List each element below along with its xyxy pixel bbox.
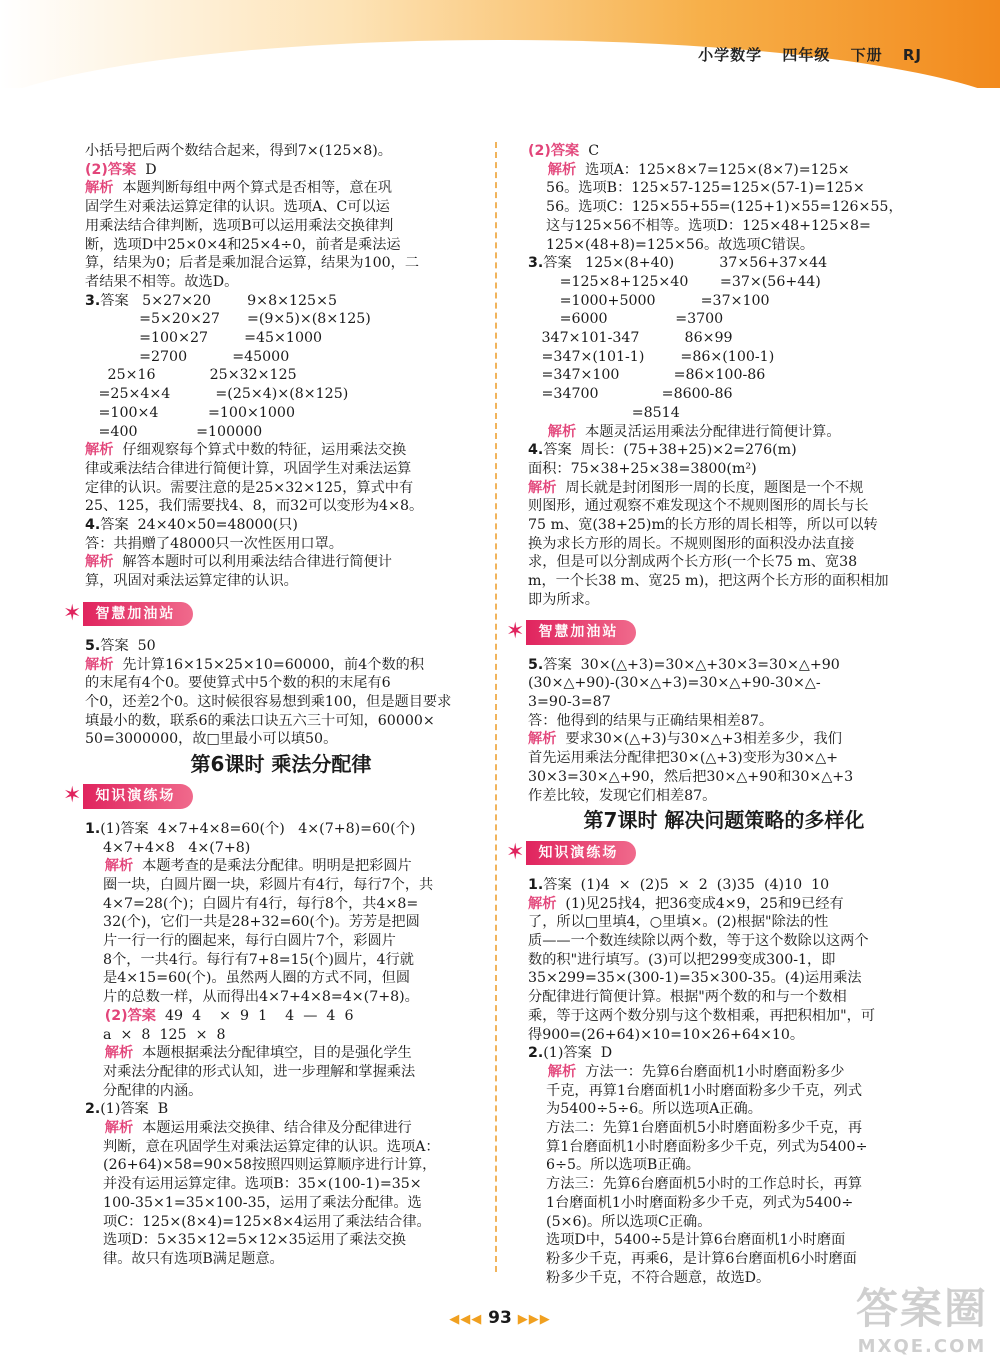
text-line — [85, 572, 477, 591]
text-line — [528, 516, 920, 535]
text-line — [528, 423, 920, 442]
star-icon: ✶ — [63, 600, 82, 626]
text-line — [85, 273, 477, 292]
line-text: 25、125，我们需要找4、8，而32可以变形为4×8。 — [85, 498, 424, 515]
line-text: 25×16 25×32×125 — [85, 367, 297, 384]
line-text: 个0，还差2个0。这时候很容易想到乘100，但是题目要求 — [85, 693, 452, 710]
line-text: 50=3000000，故□里最小可以填50。 — [85, 731, 338, 748]
text-line — [528, 179, 920, 198]
line-text: 本题根据乘法分配律填空，目的是强化学生 — [133, 1045, 412, 1062]
line-text: 片一行一行的圈起来，每行白圆片7个，彩圆片 — [85, 933, 396, 950]
text-line — [85, 730, 477, 749]
text-line — [528, 572, 920, 591]
line-text: 方法一：先算6台磨面机1小时磨面粉多少 — [576, 1063, 845, 1080]
line-text: 仔细观察每个算式中数的特征，运用乘法交换 — [113, 442, 407, 459]
line-text: 项C：125×(8×4)=125×8×4运用了乘法结合律。 — [85, 1213, 431, 1230]
watermark — [856, 1276, 988, 1357]
line-text: (1)见25找4，把36变成4×9，25和9已经有 — [556, 895, 844, 912]
line-text: 乘，等于这两个数分别与这个数相乘，再把积相加"，可 — [528, 1007, 876, 1024]
text-line — [528, 749, 920, 768]
text-line — [528, 479, 920, 498]
line-text: (5×6)。所以选项C正确。 — [528, 1213, 712, 1230]
text-line — [528, 385, 920, 404]
text-line — [85, 535, 477, 554]
header-grade: 四年级 — [782, 46, 831, 64]
text-line — [85, 460, 477, 479]
line-text: 得900=(26+64)×10=10×26+64×10。 — [528, 1026, 805, 1043]
text-line — [528, 497, 920, 516]
text-line — [85, 1063, 477, 1082]
next-arrows-icon: ▶▶▶ — [517, 1312, 551, 1327]
line-text: 算，结果为0；后者是乘加混合运算，结果为100，二 — [85, 255, 420, 272]
line-text: 解答本题时可以利用乘法结合律进行简便计 — [113, 554, 392, 571]
text-line — [528, 591, 920, 610]
text-line — [85, 951, 477, 970]
explanation-label: 解析 — [528, 1063, 577, 1080]
text-line — [85, 1100, 477, 1119]
text-line — [85, 385, 477, 404]
text-line — [528, 1063, 920, 1082]
text-line — [85, 637, 477, 656]
text-line — [528, 292, 920, 311]
line-text: 125×(48+8)=125×56。故选项C错误。 — [528, 236, 815, 253]
line-text: 要求30×(△+3)与30×△+3相差多少，我们 — [556, 731, 842, 748]
line-text: 答：他得到的结果与正确结果相差87。 — [528, 712, 774, 729]
text-line — [528, 236, 920, 255]
explanation-label: 解析 — [85, 442, 114, 459]
text-line — [85, 1138, 477, 1157]
line-text: 则图形，通过观察不难发现这个不规则图形的周长与长 — [528, 498, 869, 515]
text-line — [85, 254, 477, 273]
text-line — [528, 348, 920, 367]
line-text: 6÷5。所以选项B正确。 — [528, 1157, 700, 1174]
text-line — [528, 329, 920, 348]
text-line — [85, 674, 477, 693]
text-line — [528, 161, 920, 180]
line-text: 作差比较，发现它们相差87。 — [528, 787, 717, 804]
text-line — [528, 1231, 920, 1250]
line-text: 选项D：5×35×12=5×12×35运用了乘法交换 — [85, 1232, 406, 1249]
explanation-label: 解析 — [85, 180, 114, 197]
text-line — [528, 1138, 920, 1157]
line-text: D — [136, 161, 157, 178]
line-text: 对乘法分配律的形式认知，进一步理解和掌握乘法 — [85, 1063, 416, 1080]
line-text: 断，选项D中25×0×4和25×4÷0，前者是乘法运 — [85, 236, 401, 253]
text-line — [85, 1156, 477, 1175]
question-number: 2. — [85, 1101, 101, 1118]
text-line — [85, 292, 477, 311]
line-text: (1)答案 4×7+4×8=60(个) 4×(7+8)=60(个) — [100, 820, 416, 837]
line-text: 分配律的内涵。 — [85, 1082, 203, 1099]
line-text: 本题灵活运用乘法分配律进行简便计算。 — [576, 423, 841, 440]
text-line — [528, 988, 920, 1007]
line-text: 100-35×1=35×100-35，运用了乘法分配律。选 — [85, 1194, 422, 1211]
line-text: =34700 =8600-86 — [528, 386, 733, 403]
text-line — [85, 1231, 477, 1250]
text-line — [528, 1250, 920, 1269]
line-text: 算，巩固对乘法运算定律的认识。 — [85, 573, 298, 590]
text-line — [85, 1044, 477, 1063]
answer-label: (2)答案 — [528, 143, 580, 159]
line-text: 3=90-3=87 — [528, 693, 611, 710]
explanation-label: 解析 — [528, 731, 557, 748]
prev-arrows-icon: ◀◀◀ — [449, 1312, 483, 1327]
book-header — [684, 44, 922, 65]
answer-label: (2)答案 — [85, 1007, 156, 1024]
line-text: 答案 周长：(75+38+25)×2=276(m) — [543, 442, 797, 459]
line-text: 先计算16×15×25×10=60000，前4个数的积 — [113, 656, 425, 673]
text-line — [85, 516, 477, 535]
line-text: 片的总数一样，从而得出4×7+4×8=4×(7+8)。 — [85, 989, 419, 1006]
line-text: 选项A：125×8×7=125×(8×7)=125× — [576, 161, 850, 178]
text-line — [85, 142, 477, 161]
line-text: 56。选项B：125×57-125=125×(57-1)=125× — [528, 180, 865, 197]
text-line — [528, 674, 920, 693]
text-line — [528, 1175, 920, 1194]
text-line — [85, 236, 477, 255]
text-line — [528, 254, 920, 273]
line-text: 定律的认识。需要注意的是25×32×125，算式中有 — [85, 479, 414, 496]
line-text: =347×100 =86×100-86 — [528, 367, 766, 384]
text-line — [85, 198, 477, 217]
question-number: 4. — [528, 442, 544, 459]
text-line — [85, 479, 477, 498]
explanation-label: 解析 — [528, 423, 577, 440]
line-text: 换为求长方形的周长。不规则图形的面积没办法直接 — [528, 535, 855, 552]
text-line — [528, 876, 920, 895]
line-text: 判断，意在巩固学生对乘法运算定律的认识。选项A： — [85, 1138, 440, 1155]
line-text: (1)答案 B — [100, 1101, 169, 1118]
text-line — [85, 876, 477, 895]
question-number: 4. — [85, 517, 101, 534]
line-text: 者结果不相等。故选D。 — [85, 273, 239, 290]
text-line — [85, 348, 477, 367]
text-line — [528, 969, 920, 988]
line-text: 30×3=30×△+90，然后把30×△+90和30×△+3 — [528, 768, 854, 785]
question-number: 2. — [528, 1045, 544, 1062]
text-line — [528, 913, 920, 932]
question-number: 5. — [85, 637, 101, 654]
explanation-label: 解析 — [85, 656, 114, 673]
text-line — [528, 460, 920, 479]
text-line — [528, 932, 920, 951]
text-line — [528, 1194, 920, 1213]
text-line — [85, 441, 477, 460]
text-line — [85, 497, 477, 516]
line-text: 347×101-347 86×99 — [528, 330, 733, 347]
text-line — [85, 839, 477, 858]
text-line — [528, 787, 920, 806]
line-text: 这与125×56不相等。选项D：125×48+125×8= — [528, 217, 871, 234]
line-text: 答案 50 — [100, 637, 156, 654]
text-line — [528, 1082, 920, 1101]
text-line — [85, 712, 477, 731]
text-line — [85, 969, 477, 988]
line-text: 千克，再算1台磨面机1小时磨面粉多少千克，列式 — [528, 1082, 863, 1099]
text-line — [85, 423, 477, 442]
question-number: 1. — [85, 820, 101, 837]
text-line — [528, 951, 920, 970]
column-divider — [495, 142, 497, 1272]
text-line — [85, 656, 477, 675]
line-text: =125×8+125×40 =37×(56+44) — [528, 273, 821, 290]
banner-label: 智慧加油站 — [526, 620, 636, 645]
line-text: 即为所求。 — [528, 591, 599, 608]
line-text: 律。故只有选项B满足题意。 — [85, 1250, 284, 1267]
text-line — [85, 1250, 477, 1269]
header-subject: 小学数学 — [698, 46, 763, 64]
line-text: m，一个长38 m、宽25 m)，把这两个长方形的面积相加 — [528, 573, 889, 590]
section-banner — [63, 599, 477, 629]
text-line — [528, 553, 920, 572]
line-text: 35×299=35×(300-1)=35×300-35。(4)运用乘法 — [528, 970, 862, 987]
line-text: 为5400÷5÷6。所以选项A正确。 — [528, 1101, 762, 1118]
line-text: 4×7=28(个)；白圆片有4行，每行8个，共4×8= — [85, 895, 419, 912]
text-line — [528, 895, 920, 914]
explanation-label: 解析 — [528, 161, 577, 178]
text-line — [85, 1175, 477, 1194]
explanation-label: 解析 — [528, 479, 557, 496]
banner-label: 知识演练场 — [83, 784, 193, 809]
line-text: 1台磨面机1小时磨面粉多少千克，列式为5400÷ — [528, 1194, 854, 1211]
line-text: 小括号把后两个数结合起来，得到7×(125×8)。 — [85, 143, 392, 159]
line-text: 粉多少千克，再乘6，是计算6台磨面机6小时磨面 — [528, 1250, 857, 1267]
explanation-label: 解析 — [85, 858, 134, 875]
line-text: 分配律进行简便计算。根据"两个数的和与一个数相 — [528, 989, 847, 1006]
text-line — [85, 693, 477, 712]
text-line — [528, 1044, 920, 1063]
explanation-label: 解析 — [85, 554, 114, 571]
explanation-label: 解析 — [85, 1045, 134, 1062]
text-line — [85, 1119, 477, 1138]
text-line — [528, 1213, 920, 1232]
line-text: a × 8 125 × 8 — [85, 1026, 226, 1043]
line-text: 答：共捐赠了48000只一次性医用口罩。 — [85, 535, 343, 552]
line-text: 了，所以□里填4，○里填×。(2)根据"除法的性 — [528, 914, 829, 931]
section-banner — [506, 838, 920, 868]
line-text: =400 =100000 — [85, 423, 263, 440]
answer-label: (2)答案 — [85, 161, 137, 178]
text-line — [85, 404, 477, 423]
line-text: 质——一个数连续除以两个数，等于这个数除以这两个 — [528, 933, 869, 950]
watermark-title: 答案圈 — [855, 1284, 988, 1333]
line-text: =6000 =3700 — [528, 311, 724, 328]
line-text: =2700 =45000 — [85, 348, 290, 365]
line-text: 方法二：先算1台磨面机5小时磨面粉多少千克，再 — [528, 1120, 863, 1137]
text-line — [528, 142, 920, 161]
line-text: 数的积"进行填写。(3)可以把299变成300-1，即 — [528, 951, 836, 968]
question-number: 1. — [528, 876, 544, 893]
line-text: =100×27 =45×1000 — [85, 330, 323, 347]
text-line — [528, 217, 920, 236]
question-number: 3. — [528, 255, 544, 272]
text-line — [85, 1213, 477, 1232]
text-line — [528, 273, 920, 292]
question-number: 5. — [528, 656, 544, 673]
line-text: 答案 30×(△+3)=30×△+30×3=30×△+90 — [543, 656, 840, 673]
text-line — [85, 932, 477, 951]
page-number: 93 — [488, 1308, 512, 1328]
text-line — [528, 693, 920, 712]
text-line — [528, 535, 920, 554]
line-text: (26+64)×58=90×58按照四则运算顺序进行计算， — [85, 1157, 437, 1174]
line-text: 本题运用乘法交换律、结合律及分配律进行 — [133, 1120, 412, 1137]
line-text: 答案 125×(8+40) 37×56+37×44 — [543, 255, 828, 272]
header-volume: 下册 — [850, 46, 883, 64]
text-line — [528, 310, 920, 329]
text-line — [528, 712, 920, 731]
section-banner — [506, 618, 920, 648]
text-line — [528, 198, 920, 217]
text-line — [528, 1156, 920, 1175]
text-line — [85, 366, 477, 385]
line-text: 4×7+4×8 4×(7+8) — [85, 839, 251, 856]
star-icon: ✶ — [506, 839, 525, 865]
text-line — [85, 913, 477, 932]
left-column — [63, 142, 477, 1269]
line-text: 算1台磨面机1小时磨面粉多少千克，列式为5400÷ — [528, 1138, 868, 1155]
section-banner — [63, 782, 477, 812]
line-text: =8514 — [528, 404, 680, 421]
line-text: 49 4 × 9 1 4 — 4 6 — [155, 1007, 354, 1024]
text-line — [85, 895, 477, 914]
line-text: 固学生对乘法运算定律的认识。选项A、C可以运 — [85, 199, 390, 216]
text-line — [85, 161, 477, 180]
line-text: 填最小的数，联系6的乘法口诀五六三十可知，60000× — [85, 712, 435, 729]
text-line — [85, 1194, 477, 1213]
line-text: =25×4×4 =(25×4)×(8×125) — [85, 386, 349, 403]
lesson-title: 第7课时 解决问题策略的多样化 — [583, 808, 865, 833]
text-line — [85, 820, 477, 839]
line-text: =1000+5000 =37×100 — [528, 292, 770, 309]
banner-label: 知识演练场 — [526, 841, 636, 866]
text-line — [528, 730, 920, 749]
line-text: 圈一块，白圆片圈一块，彩圆片有4行，每行7个，共 — [85, 876, 434, 893]
line-text: C — [579, 143, 600, 159]
text-line — [528, 768, 920, 787]
line-text: 56。选项C：125×55+55=(125+1)×55=126×55， — [528, 199, 903, 216]
line-text: =5×20×27 =(9×5)×(8×125) — [85, 311, 371, 328]
header-edition: RJ — [902, 46, 922, 64]
star-icon: ✶ — [63, 783, 82, 809]
text-line — [528, 1007, 920, 1026]
lesson-title: 第6课时 乘法分配律 — [190, 752, 372, 777]
line-text: 粉多少千克，不符合题意，故选D。 — [528, 1269, 771, 1286]
question-number: 3. — [85, 292, 101, 309]
line-text: 首先运用乘法分配律把30×(△+3)变形为30×△+ — [528, 750, 839, 767]
text-line — [528, 1026, 920, 1045]
line-text: 75 m、宽(38+25)m的长方形的周长相等，所以可以转 — [528, 517, 878, 534]
text-line — [85, 329, 477, 348]
line-text: 面积：75×38+25×38=3800(m²) — [528, 460, 757, 477]
text-line — [85, 553, 477, 572]
line-text: 答案 5×27×20 9×8×125×5 — [100, 292, 337, 309]
line-text: (30×△+90)-(30×△+3)=30×△+90-30×△- — [528, 675, 821, 692]
text-line — [85, 1082, 477, 1101]
line-text: 求，但是可以分割成两个长方形(一个长75 m、宽38 — [528, 554, 858, 571]
line-text: 方法三：先算6台磨面机5小时的工作总时长，再算 — [528, 1176, 863, 1193]
explanation-label: 解析 — [528, 895, 557, 912]
watermark-url: MXQE.COM — [857, 1336, 987, 1357]
line-text: 答案 24×40×50=48000(只) — [100, 517, 298, 534]
line-text: 8个，一共4行。每行有7+8=15(个)圆片，4行就 — [85, 951, 414, 968]
banner-label: 智慧加油站 — [83, 602, 193, 627]
right-column — [506, 142, 920, 1287]
text-line — [85, 310, 477, 329]
text-line — [85, 988, 477, 1007]
text-line — [528, 656, 920, 675]
line-text: (1)答案 D — [543, 1045, 613, 1062]
line-text: 本题判断每组中两个算式是否相等，意在巩 — [113, 180, 392, 197]
explanation-label: 解析 — [85, 1120, 134, 1137]
text-line — [85, 1007, 477, 1026]
line-text: 的末尾有4个0。要使算式中5个数的积的末尾有6 — [85, 675, 391, 692]
line-text: 用乘法结合律判断，选项B可以运用乘法交换律判 — [85, 217, 394, 234]
text-line — [528, 441, 920, 460]
text-line — [85, 179, 477, 198]
text-line — [528, 1119, 920, 1138]
line-text: 答案 (1)4 × (2)5 × 2 (3)35 (4)10 10 — [543, 876, 830, 893]
line-text: 并没有运用运算定律。选项B：35×(100-1)=35× — [85, 1176, 422, 1193]
line-text: 周长就是封闭图形一周的长度，题图是一个不规 — [556, 479, 864, 496]
line-text: 32(个)，它们一共是28+32=60(个)。芳芳是把圆 — [85, 914, 420, 931]
line-text: 是4×15=60(个)。虽然两人圈的方式不同，但圆 — [85, 970, 411, 987]
page-footer — [0, 1308, 1000, 1328]
line-text: 律或乘法结合律进行简便计算，巩固学生对乘法运算 — [85, 460, 412, 477]
line-text: =100×4 =100×1000 — [85, 404, 295, 421]
text-line — [528, 1100, 920, 1119]
line-text: 选项D中，5400÷5是计算6台磨面机1小时磨面 — [528, 1232, 846, 1249]
star-icon: ✶ — [506, 619, 525, 645]
line-text: 本题考查的是乘法分配律。明明是把彩圆片 — [133, 858, 412, 875]
text-line — [528, 366, 920, 385]
text-line — [85, 217, 477, 236]
text-line — [85, 857, 477, 876]
text-line — [528, 404, 920, 423]
line-text: =347×(101-1) =86×(100-1) — [528, 348, 775, 365]
text-line — [85, 1026, 477, 1045]
